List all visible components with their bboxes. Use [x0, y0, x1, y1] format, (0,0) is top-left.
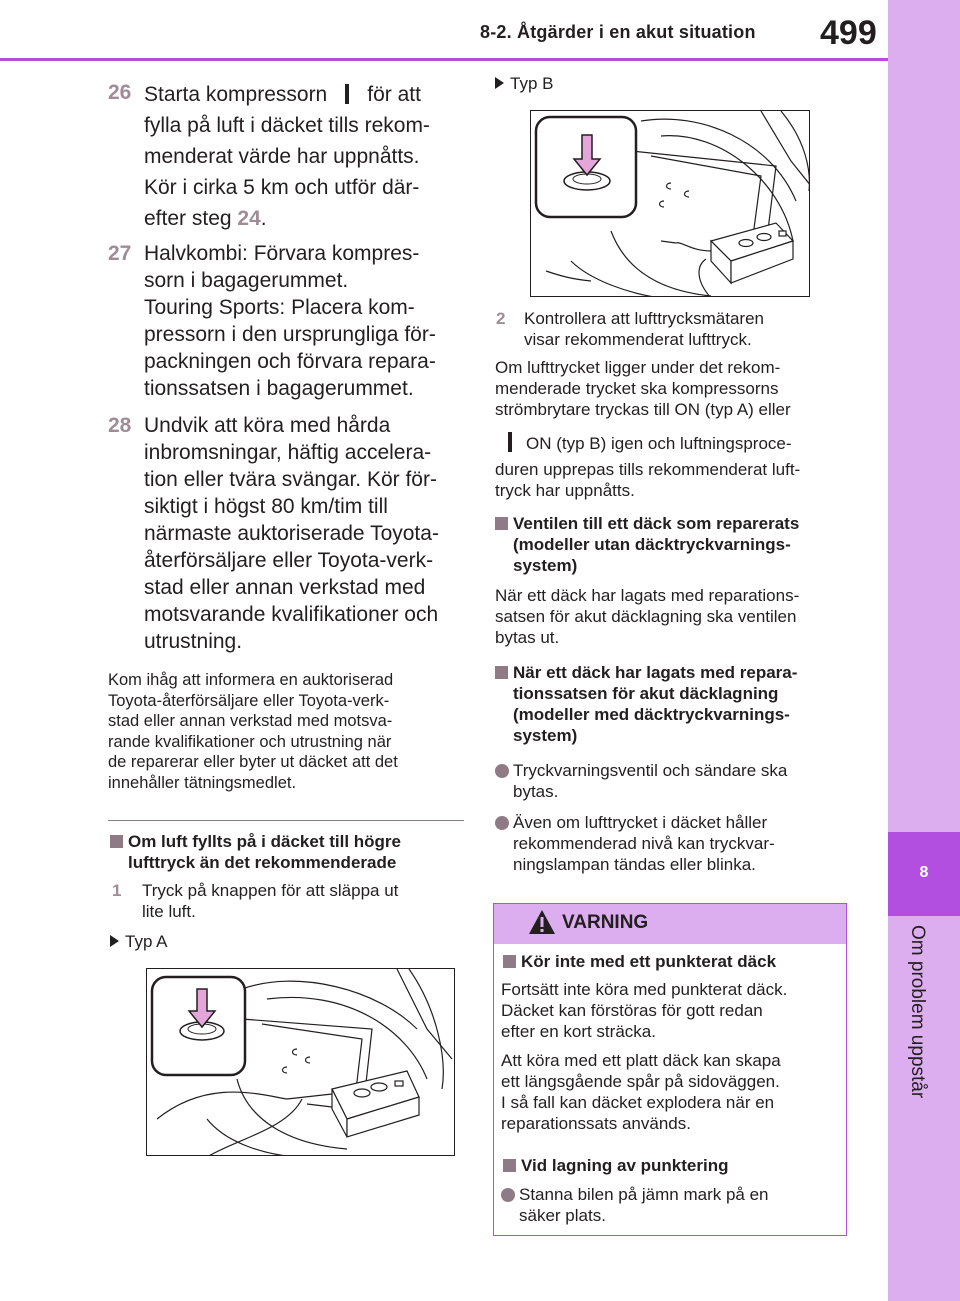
warning-heading-2 — [503, 1155, 843, 1176]
type-b-label — [495, 74, 553, 94]
step-text — [144, 240, 458, 402]
type-label-text: Typ B — [510, 74, 554, 93]
step-line: Undvik att köra med hårda — [144, 414, 391, 437]
step-line: tionssatsen i bagagerummet. — [144, 377, 414, 400]
step-line: Tryck på knappen för att släppa ut — [142, 881, 399, 900]
para-line: bytas ut. — [495, 628, 560, 647]
step-line: stad eller annan verkstad med — [144, 576, 426, 599]
switch-symbol-icon — [345, 84, 349, 104]
heading-line: lufttryck än det rekommenderade — [128, 853, 397, 872]
bullet-line: ningslampan tändas eller blinka. — [513, 855, 756, 874]
note-line: de reparerar eller byter ut däcket att det — [108, 753, 398, 771]
step-line: lite luft. — [142, 902, 196, 921]
para-line: strömbrytare tryckas till ON (typ A) eller — [495, 400, 791, 419]
bullet-line: rekommenderad nivå kan tryckvar- — [513, 834, 775, 853]
step-26 — [108, 79, 458, 234]
page-number: 499 — [820, 14, 877, 52]
bullet-warning-lamp — [495, 812, 847, 875]
step-line: menderat värde har uppnåtts. — [144, 145, 420, 168]
step-text — [144, 79, 458, 234]
chapter-number: 8 — [919, 864, 929, 881]
step-line: packningen och förvara repara- — [144, 350, 436, 373]
step-text — [144, 412, 458, 655]
heading-line: tionssatsen för akut däcklagning — [513, 684, 779, 703]
pressure-paragraph-end — [495, 459, 847, 501]
step-line: siktigt i högst 80 km/tim till — [144, 495, 388, 518]
reminder-note — [108, 670, 464, 793]
para-line: Om lufttrycket ligger under det rekom- — [495, 358, 781, 377]
step-number: 1 — [112, 881, 122, 900]
type-a-label — [110, 932, 168, 952]
note-line: Toyota-återförsäljare eller Toyota-verk- — [108, 691, 390, 710]
pressure-paragraph — [495, 357, 847, 420]
square-bullet-icon — [503, 955, 516, 968]
note-line: stad eller annan verkstad med motsva- — [108, 712, 393, 730]
note-line: innehåller tätningsmedlet. — [108, 773, 297, 792]
step-line: Kontrollera att lufttrycksmätaren — [524, 309, 764, 328]
section-divider — [108, 820, 464, 821]
para-line: duren upprepas tills rekommenderat luft- — [495, 460, 801, 479]
para-line: ett längsgående spår på sidoväggen. — [501, 1072, 780, 1091]
step-reference: 24 — [237, 207, 261, 230]
para-line: Fortsätt inte köra med punkterat däck. — [501, 980, 788, 999]
step-28 — [108, 412, 458, 655]
square-bullet-icon — [503, 1159, 516, 1172]
compressor-type-a-drawing — [147, 969, 455, 1156]
square-bullet-icon — [110, 835, 123, 848]
step-number: 26 — [108, 81, 132, 104]
circle-bullet-icon — [495, 816, 509, 830]
step-text-part: för att — [367, 83, 421, 106]
warning-paragraph-2 — [501, 1050, 846, 1134]
step-line: närmaste auktoriserade Toyota- — [144, 522, 439, 545]
step-line: inbromsningar, häftig accelera- — [144, 441, 432, 464]
heading-line: Om luft fyllts på i däcket till högre — [128, 832, 401, 851]
warning-header — [494, 904, 846, 944]
para-line: Att köra med ett platt däck kan skapa — [501, 1051, 781, 1070]
step-line: Kör i cirka 5 km och utför där- — [144, 176, 420, 199]
para-line: satsen för akut däcklagning ska ventilen — [495, 607, 797, 626]
header-rule — [0, 58, 888, 61]
step-line: tion eller tvära svängar. Kör för- — [144, 468, 437, 491]
note-line: rande kvalifikationer och utrustning när — [108, 732, 392, 751]
compressor-illustration-type-a — [146, 968, 455, 1156]
triangle-bullet-icon — [110, 935, 119, 947]
step-line: pressorn i den ursprungliga för- — [144, 323, 436, 346]
overfill-step-1 — [112, 880, 468, 922]
step-line: motsvarande kvalifikationer och — [144, 603, 439, 626]
compressor-type-b-drawing — [531, 111, 810, 297]
para-line: När ett däck har lagats med reparations- — [495, 586, 800, 605]
heading-line: (modeller med däcktryckvarnings- — [513, 705, 790, 724]
step-text-part: efter steg — [144, 207, 232, 230]
compressor-illustration-type-b — [530, 110, 810, 297]
square-bullet-icon — [495, 517, 508, 530]
circle-bullet-icon — [501, 1188, 515, 1202]
step-line: Touring Sports: Placera kom- — [144, 296, 415, 319]
heading-line: Vid lagning av punktering — [521, 1156, 729, 1175]
step-line: återförsäljare eller Toyota-verk- — [144, 549, 434, 572]
bullet-line: Tryckvarningsventil och sändare ska — [513, 761, 788, 780]
section-title: 8-2. Åtgärder i en akut situation — [480, 22, 756, 42]
para-line: tryck har uppnåtts. — [495, 481, 635, 500]
bullet-line: Även om lufttrycket i däcket håller — [513, 813, 768, 832]
bullet-valve-replace — [495, 760, 847, 802]
step-line: visar rekommenderat lufttryck. — [524, 330, 752, 349]
step-line: Halvkombi: Förvara kompres- — [144, 242, 420, 265]
note-line: Kom ihåg att informera en auktoriserad — [108, 671, 394, 689]
para-line: efter en kort sträcka. — [501, 1022, 656, 1041]
repaired-tire-heading — [495, 662, 847, 746]
circle-bullet-icon — [495, 764, 509, 778]
bullet-line: bytas. — [513, 782, 559, 801]
warning-heading-1 — [503, 951, 843, 972]
warning-box — [493, 903, 847, 1236]
heading-line: system) — [513, 556, 578, 575]
warning-triangle-icon — [528, 908, 556, 936]
step-line: utrustning. — [144, 630, 243, 653]
warning-paragraph-1 — [501, 979, 846, 1042]
para-line: I så fall kan däcket explodera när en — [501, 1093, 775, 1112]
heading-line: (modeller utan däcktryckvarnings- — [513, 535, 791, 554]
step-number: 27 — [108, 242, 132, 265]
heading-line: system) — [513, 726, 578, 745]
warning-title: VARNING — [562, 912, 649, 933]
heading-line: Ventilen till ett däck som reparerats — [513, 514, 800, 533]
type-label-text: Typ A — [125, 932, 168, 951]
warning-bullet — [501, 1184, 841, 1226]
step-number: 2 — [496, 309, 506, 328]
para-line: menderade trycket ska kompressorns — [495, 379, 779, 398]
overfill-heading — [110, 831, 466, 873]
para-line: Däcket kan förstöras för gott redan — [501, 1001, 763, 1020]
step-line: fylla på luft i däcket tills rekom- — [144, 114, 430, 137]
square-bullet-icon — [495, 666, 508, 679]
chapter-side-tab — [888, 0, 960, 1301]
check-gauge-step — [496, 308, 846, 350]
valve-heading — [495, 513, 847, 576]
para-line: ON (typ B) igen och luftningsproce- — [526, 434, 792, 453]
step-27 — [108, 240, 458, 402]
chapter-title: Om problem uppstår — [907, 925, 928, 1099]
heading-line: Kör inte med ett punkterat däck — [521, 952, 777, 971]
valve-paragraph — [495, 585, 847, 648]
step-line: sorn i bagagerummet. — [144, 269, 349, 292]
step-number: 28 — [108, 414, 132, 437]
para-line: reparationssats används. — [501, 1114, 691, 1133]
bullet-line: säker plats. — [519, 1206, 606, 1225]
switch-symbol-icon — [508, 432, 512, 452]
heading-line: När ett däck har lagats med repara- — [513, 663, 798, 682]
step-text-part: Starta kompressorn — [144, 83, 328, 106]
triangle-bullet-icon — [495, 77, 504, 89]
pressure-paragraph-cont — [508, 432, 848, 454]
step-text-part: . — [260, 207, 267, 230]
bullet-line: Stanna bilen på jämn mark på en — [519, 1185, 769, 1204]
